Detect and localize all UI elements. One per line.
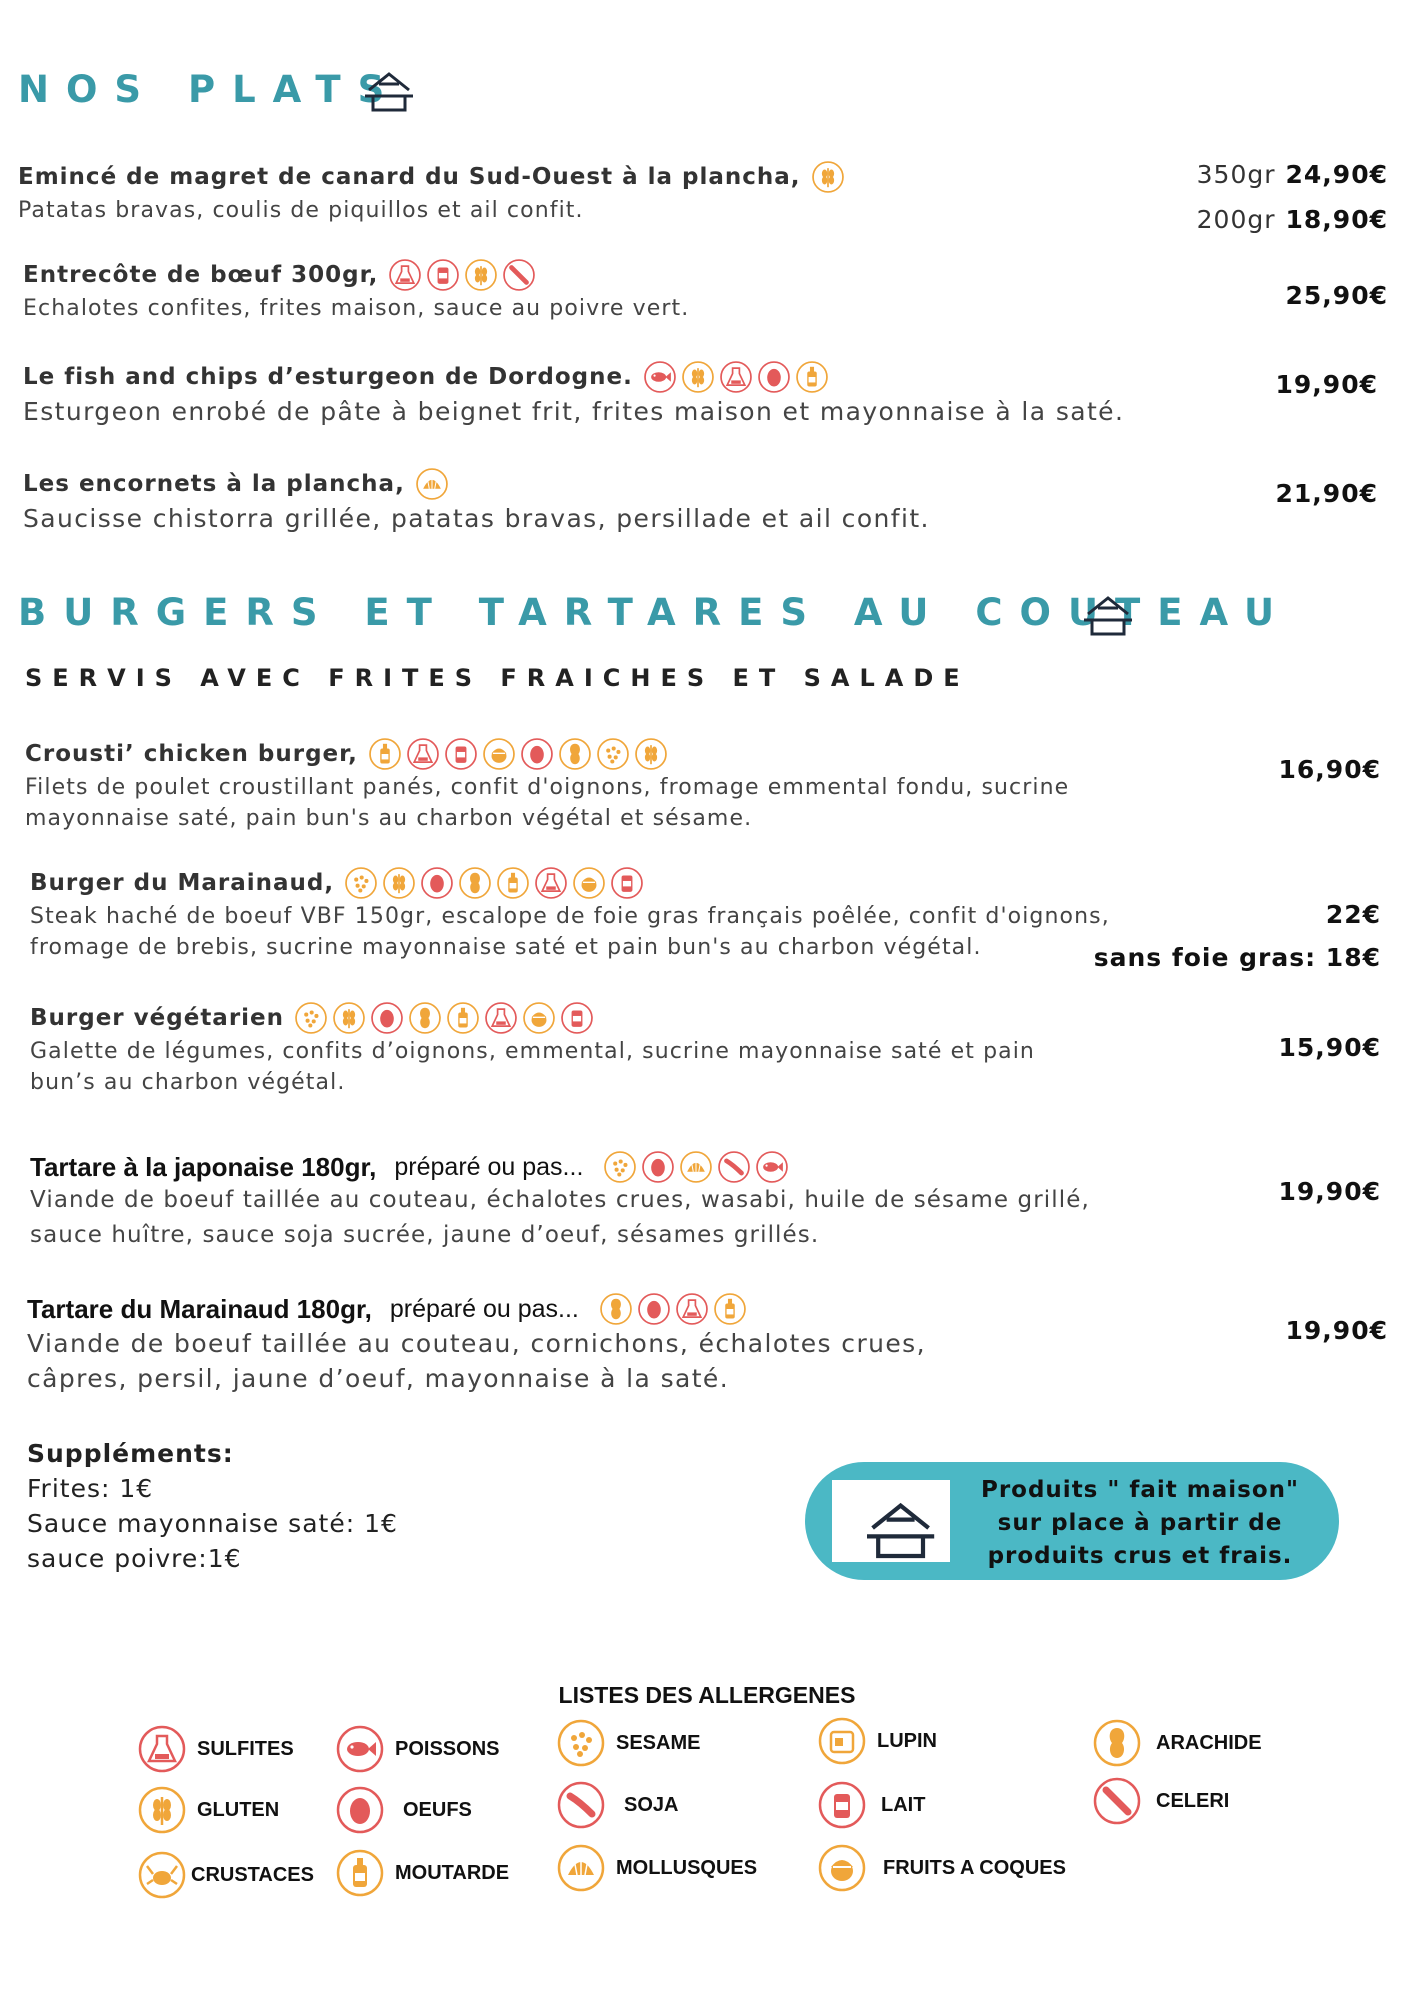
allergen-legend-item: OEUFS — [335, 1785, 472, 1835]
allergen-icons — [388, 258, 536, 292]
allergen-icons — [294, 1001, 594, 1035]
poissons-icon — [755, 1150, 789, 1184]
dish-name: Les encornets à la plancha, — [23, 471, 405, 497]
moutarde-icon — [713, 1292, 747, 1326]
dish-magret — [18, 160, 845, 227]
allergen-legend-title: LISTES DES ALLERGENES — [558, 1682, 856, 1708]
price: 19,90€ — [1275, 370, 1378, 399]
allergen-legend-item: SESAME — [556, 1718, 700, 1768]
oeufs-icon — [420, 866, 454, 900]
arachide-icon — [458, 866, 492, 900]
price: 15,90€ — [1278, 1033, 1381, 1062]
dish-description: Saucisse chistorra grillée, patatas bravas, persillade et ail confit. — [23, 504, 930, 533]
dish-description-line: Galette de légumes, confits d’oignons, emmental, sucrine mayonnaise saté et pain — [30, 1039, 1035, 1064]
allergen-legend-item: GLUTEN — [137, 1785, 279, 1835]
dish-tartare-japonaise — [30, 1150, 1090, 1252]
dish-name: Tartare à la japonaise 180gr, — [30, 1151, 377, 1182]
dish-name: Crousti’ chicken burger, — [25, 741, 358, 767]
sesame-icon — [294, 1001, 328, 1035]
price: 24,90€ — [1285, 160, 1388, 189]
fruits-a-coques-icon — [522, 1001, 556, 1035]
dish-name: Burger végétarien — [30, 1005, 285, 1031]
arachide-icon — [599, 1292, 633, 1326]
oeufs-icon — [520, 737, 554, 771]
sesame-icon — [596, 737, 630, 771]
mollusques-icon — [556, 1843, 606, 1893]
allergen-icons — [811, 160, 845, 194]
homemade-badge-text: Produits " fait maison" sur place à partir de produits crus et frais. — [980, 1477, 1300, 1569]
section-subtitle: SERVIS AVEC FRITES FRAICHES ET SALADE — [25, 664, 970, 692]
dish-burger-marainaud — [30, 866, 1110, 964]
homemade-badge — [805, 1462, 1339, 1580]
price: 22€ — [1325, 900, 1381, 929]
oeufs-icon — [641, 1150, 675, 1184]
oeufs-icon — [757, 360, 791, 394]
allergen-legend-item: CRUSTACES — [137, 1850, 314, 1900]
price: 19,90€ — [1285, 1316, 1388, 1345]
moutarde-icon — [496, 866, 530, 900]
mollusques-icon — [415, 467, 449, 501]
lait-icon — [610, 866, 644, 900]
price: 19,90€ — [1278, 1177, 1381, 1206]
arachide-icon — [1092, 1718, 1142, 1768]
lait-icon — [817, 1780, 867, 1830]
homemade-badge-icon-box — [832, 1480, 950, 1562]
allergen-legend-item: FRUITS A COQUES — [817, 1843, 1066, 1893]
dish-description-line: Filets de poulet croustillant panés, confit d'oignons, fromage emmental fondu, sucrine — [25, 775, 1070, 800]
sulfites-icon — [137, 1724, 187, 1774]
dish-description-line: Viande de boeuf taillée au couteau, échalotes crues, wasabi, huile de sésame grillé, — [30, 1187, 1090, 1213]
fruits-a-coques-icon — [482, 737, 516, 771]
allergen-legend-item: LAIT — [817, 1780, 925, 1830]
dish-description-line: câpres, persil, jaune d’oeuf, mayonnaise à la saté. — [27, 1364, 730, 1393]
dish-description-line: Viande de boeuf taillée au couteau, cornichons, échalotes crues, — [27, 1329, 926, 1358]
lait-icon — [560, 1001, 594, 1035]
allergen-legend-item: MOLLUSQUES — [556, 1843, 757, 1893]
fruits-a-coques-icon — [817, 1843, 867, 1893]
allergen-legend-item: CELERI — [1092, 1776, 1229, 1826]
celeri-icon — [502, 258, 536, 292]
sulfites-icon — [534, 866, 568, 900]
crustaces-icon — [137, 1850, 187, 1900]
poissons-icon — [335, 1724, 385, 1774]
supplements-title: Suppléments: — [27, 1439, 234, 1468]
price: 21,90€ — [1275, 479, 1378, 508]
moutarde-icon — [795, 360, 829, 394]
dish-tartare-marainaud — [27, 1292, 926, 1396]
allergen-icons — [603, 1150, 789, 1184]
oeufs-icon — [335, 1785, 385, 1835]
allergen-legend-item: LUPIN — [817, 1716, 937, 1766]
dish-name: Emincé de magret de canard du Sud-Ouest à la plancha, — [18, 164, 801, 190]
dish-description-line: bun’s au charbon végétal. — [30, 1070, 346, 1095]
gluten-icon — [137, 1785, 187, 1835]
soja-icon — [717, 1150, 751, 1184]
gluten-icon — [332, 1001, 366, 1035]
soja-icon — [556, 1780, 606, 1830]
dish-name: Burger du Marainaud, — [30, 870, 335, 896]
celeri-icon — [1092, 1776, 1142, 1826]
price-row: 350gr 24,90€ — [1196, 160, 1388, 189]
moutarde-icon — [446, 1001, 480, 1035]
section-title-plats: NOS PLATS — [18, 68, 402, 111]
supplement-line: Frites: 1€ — [27, 1474, 154, 1503]
price: 18,90€ — [1285, 205, 1388, 234]
moutarde-icon — [368, 737, 402, 771]
dish-entrecote — [23, 258, 689, 325]
dish-name: Tartare du Marainaud 180gr, — [27, 1293, 372, 1324]
dish-burger-vegetarien — [30, 1001, 1035, 1099]
dish-description: Patatas bravas, coulis de piquillos et ail confit. — [18, 198, 584, 223]
allergen-legend-item: SULFITES — [137, 1724, 294, 1774]
preparation-note: préparé ou pas... — [389, 1294, 579, 1323]
allergen-icons — [599, 1292, 747, 1326]
allergen-icons — [344, 866, 644, 900]
sesame-icon — [344, 866, 378, 900]
dish-fish-and-chips — [23, 360, 1124, 429]
dish-crousti-chicken — [25, 737, 1069, 835]
sesame-icon — [603, 1150, 637, 1184]
dish-description-line: fromage de brebis, sucrine mayonnaise saté et pain bun's au charbon végétal. — [30, 935, 982, 960]
price: 16,90€ — [1278, 755, 1381, 784]
sulfites-icon — [406, 737, 440, 771]
allergen-legend-item: ARACHIDE — [1092, 1718, 1262, 1768]
arachide-icon — [408, 1001, 442, 1035]
oeufs-icon — [637, 1292, 671, 1326]
lupin-icon — [817, 1716, 867, 1766]
lait-icon — [426, 258, 460, 292]
allergen-legend-item: POISSONS — [335, 1724, 499, 1774]
sulfites-icon — [484, 1001, 518, 1035]
dish-description-line: sauce huître, sauce soja sucrée, jaune d’oeuf, sésames grillés. — [30, 1222, 820, 1248]
dish-encornets — [23, 467, 930, 536]
arachide-icon — [558, 737, 592, 771]
sulfites-icon — [388, 258, 422, 292]
dish-description: Echalotes confites, frites maison, sauce au poivre vert. — [23, 296, 690, 321]
gluten-icon — [681, 360, 715, 394]
dish-description: Esturgeon enrobé de pâte à beignet frit, frites maison et mayonnaise à la saté. — [23, 397, 1125, 426]
gluten-icon — [464, 258, 498, 292]
price-without-foie-gras: sans foie gras: 18€ — [1093, 943, 1381, 972]
price-row: 200gr 18,90€ — [1196, 205, 1388, 234]
allergen-icons — [643, 360, 829, 394]
dish-description-line: Steak haché de boeuf VBF 150gr, escalope de foie gras français poêlée, confit d'oignons, — [30, 904, 1110, 929]
supplement-line: Sauce mayonnaise saté: 1€ — [27, 1509, 398, 1538]
lait-icon — [444, 737, 478, 771]
house-icon — [1083, 594, 1133, 636]
gluten-icon — [382, 866, 416, 900]
supplements — [27, 1436, 398, 1576]
house-icon — [832, 1480, 950, 1562]
allergen-legend-item: MOUTARDE — [335, 1848, 509, 1898]
allergen-icons — [368, 737, 668, 771]
allergen-legend-item: SOJA — [556, 1780, 678, 1830]
gluten-icon — [634, 737, 668, 771]
price: 25,90€ — [1285, 281, 1388, 310]
sulfites-icon — [675, 1292, 709, 1326]
house-icon — [364, 70, 414, 112]
section-title-burgers: BURGERS ET TARTARES AU COUTEAU — [18, 591, 1292, 634]
sesame-icon — [556, 1718, 606, 1768]
moutarde-icon — [335, 1848, 385, 1898]
poissons-icon — [643, 360, 677, 394]
fruits-a-coques-icon — [572, 866, 606, 900]
dish-name: Le fish and chips d’esturgeon de Dordogne. — [23, 364, 633, 390]
dish-description-line: mayonnaise saté, pain bun's au charbon végétal et sésame. — [25, 806, 753, 831]
allergen-icons — [415, 467, 449, 501]
mollusques-icon — [679, 1150, 713, 1184]
dish-name: Entrecôte de bœuf 300gr, — [23, 262, 379, 288]
gluten-icon — [811, 160, 845, 194]
supplement-line: sauce poivre:1€ — [27, 1544, 242, 1573]
oeufs-icon — [370, 1001, 404, 1035]
sulfites-icon — [719, 360, 753, 394]
preparation-note: préparé ou pas... — [394, 1152, 584, 1181]
